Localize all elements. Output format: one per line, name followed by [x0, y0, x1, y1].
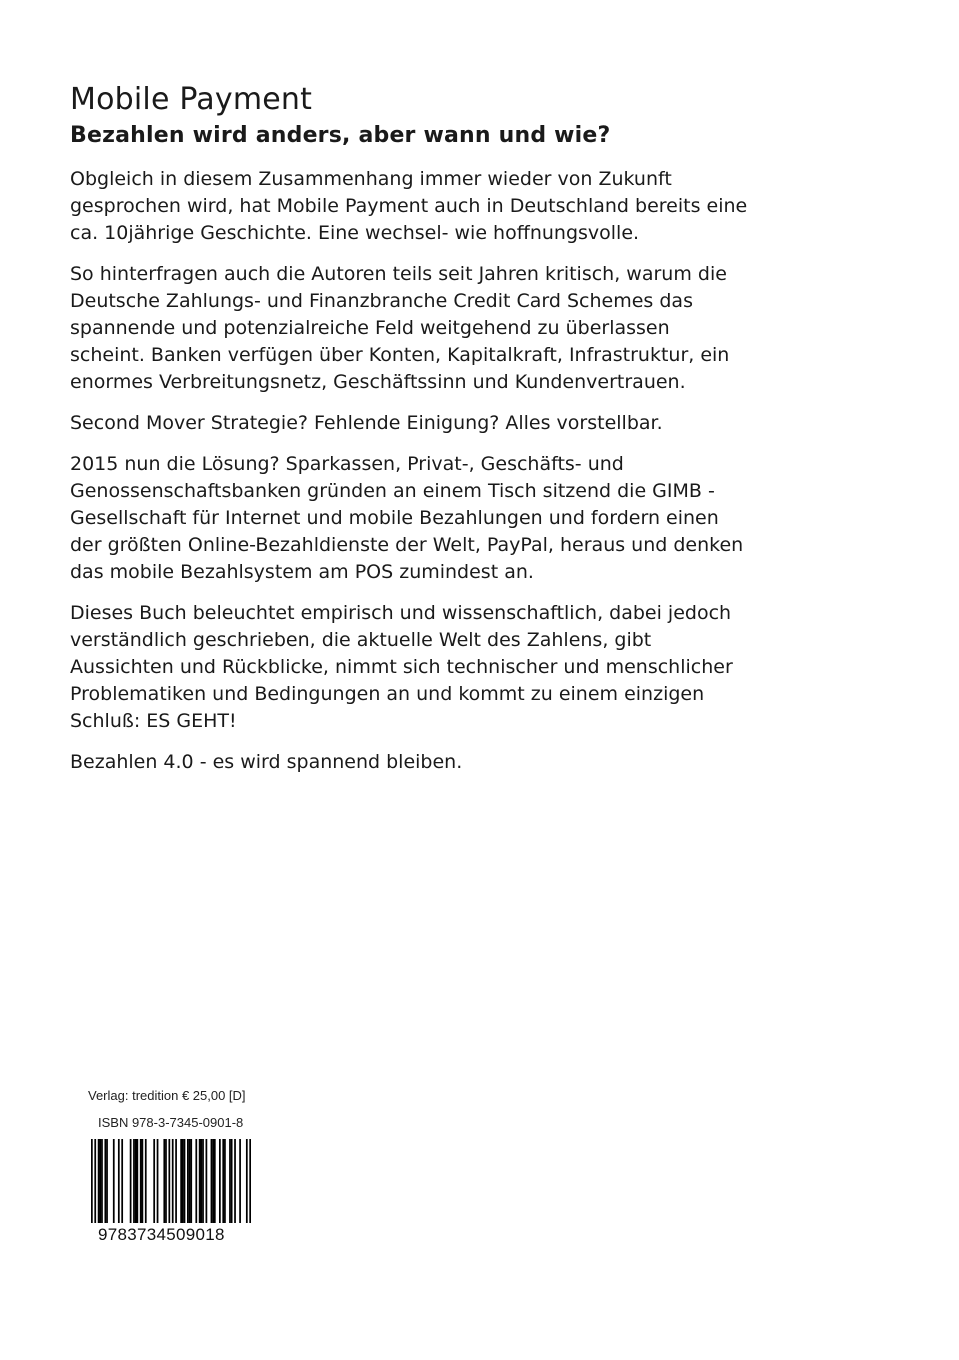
- book-title: Mobile Payment: [70, 82, 313, 117]
- barcode-bar: [180, 1139, 182, 1223]
- back-cover-text: [70, 82, 750, 790]
- barcode-bar: [224, 1139, 226, 1223]
- barcode-bar: [211, 1139, 213, 1223]
- barcode-bar: [145, 1139, 147, 1223]
- barcode-bar: [101, 1139, 103, 1223]
- barcode-number: 9783734509018: [98, 1225, 225, 1244]
- barcode-bar: [163, 1139, 165, 1223]
- barcode-bar: [106, 1139, 108, 1223]
- barcode-bar: [231, 1139, 233, 1223]
- barcode-bar: [212, 1139, 214, 1223]
- barcode-bar: [206, 1139, 208, 1223]
- blurb-paragraph-3: Second Mover Strategie? Fehlende Einigung? Alles vorstellbar.: [70, 412, 663, 434]
- barcode-bar: [99, 1139, 101, 1223]
- barcode-bar: [140, 1139, 142, 1223]
- barcode-bar: [199, 1139, 201, 1223]
- blurb-paragraph-6: Bezahlen 4.0 - es wird spannend bleiben.: [70, 751, 463, 773]
- barcode-bar: [142, 1139, 144, 1223]
- barcode-bar: [195, 1139, 197, 1223]
- publisher-price: Verlag: tredition € 25,00 [D]: [88, 1088, 246, 1103]
- book-subtitle: Bezahlen wird anders, aber wann und wie?: [70, 123, 611, 148]
- barcode-bars: [91, 1139, 251, 1223]
- barcode-bar: [234, 1139, 236, 1223]
- blurb-paragraph-2: So hinterfragen auch die Autoren teils seit Jahren kritisch, warum die Deutsche Zahlungs- und Finanzbranche Credit Card Schemes das spannende und potenzialreiche Feld weitgehend zu überlassen scheint. Banken verfügen über Konten, Kapitalkraft, Infrastruktur, ein enormes Verbreitungsnetz, Geschäftssinn und Kundenvertrauen.: [70, 263, 730, 393]
- barcode-bar: [165, 1139, 167, 1223]
- barcode-bar: [184, 1139, 186, 1223]
- barcode-bar: [94, 1139, 96, 1223]
- barcode-bar: [200, 1139, 202, 1223]
- barcode-bar: [214, 1139, 216, 1223]
- barcode-bar: [189, 1139, 191, 1223]
- barcode-bar: [182, 1139, 184, 1223]
- barcode-bar: [246, 1139, 248, 1223]
- barcode-bar: [229, 1139, 231, 1223]
- barcode-bar: [239, 1139, 241, 1223]
- isbn-label: ISBN 978-3-7345-0901-8: [98, 1115, 244, 1130]
- barcode-bar: [136, 1139, 138, 1223]
- barcode-bar: [157, 1139, 159, 1223]
- barcode-bar: [91, 1139, 93, 1223]
- blurb-paragraph-1: Obgleich in diesem Zusammenhang immer wieder von Zukunft gesprochen wird, hat Mobile Payment auch in Deutschland bereits eine ca. 10jährige Geschichte. Eine wechsel- wie hoffnungsvolle.: [70, 168, 748, 244]
- blurb-paragraph-5: Dieses Buch beleuchtet empirisch und wissenschaftlich, dabei jedoch verständlich geschrieben, die aktuelle Welt des Zahlens, gibt Aussichten und Rückblicke, nimmt sich technischer und menschlicher Problematiken und Bedingungen an und kommt zu einem einzigen Schluß: ES GEHT!: [70, 602, 733, 732]
- barcode: [91, 1139, 251, 1223]
- barcode-bar: [172, 1139, 174, 1223]
- blurb-paragraph-4: 2015 nun die Lösung? Sparkassen, Privat-, Geschäfts- und Genossenschaftsbanken gründen an einem Tisch sitzend die GIMB - Gesellschaft für Internet und mobile Bezahlungen und fordern einen der größten Online-Bezahldienste der Welt, PayPal, heraus und denken das mobile Bezahlsystem am POS zumindest an.: [70, 453, 744, 583]
- barcode-bar: [153, 1139, 155, 1223]
- barcode-bar: [219, 1139, 221, 1223]
- barcode-bar: [98, 1139, 100, 1223]
- barcode-bar: [202, 1139, 204, 1223]
- barcode-bar: [168, 1139, 170, 1223]
- barcode-bar: [130, 1139, 132, 1223]
- barcode-bar: [113, 1139, 115, 1223]
- barcode-bar: [190, 1139, 192, 1223]
- barcode-bar: [104, 1139, 106, 1223]
- barcode-bar: [118, 1139, 120, 1223]
- barcode-bar: [121, 1139, 123, 1223]
- barcode-bar: [135, 1139, 137, 1223]
- barcode-bar: [187, 1139, 189, 1223]
- barcode-bar: [222, 1139, 224, 1223]
- barcode-bar: [249, 1139, 251, 1223]
- barcode-bar: [175, 1139, 177, 1223]
- barcode-bar: [133, 1139, 135, 1223]
